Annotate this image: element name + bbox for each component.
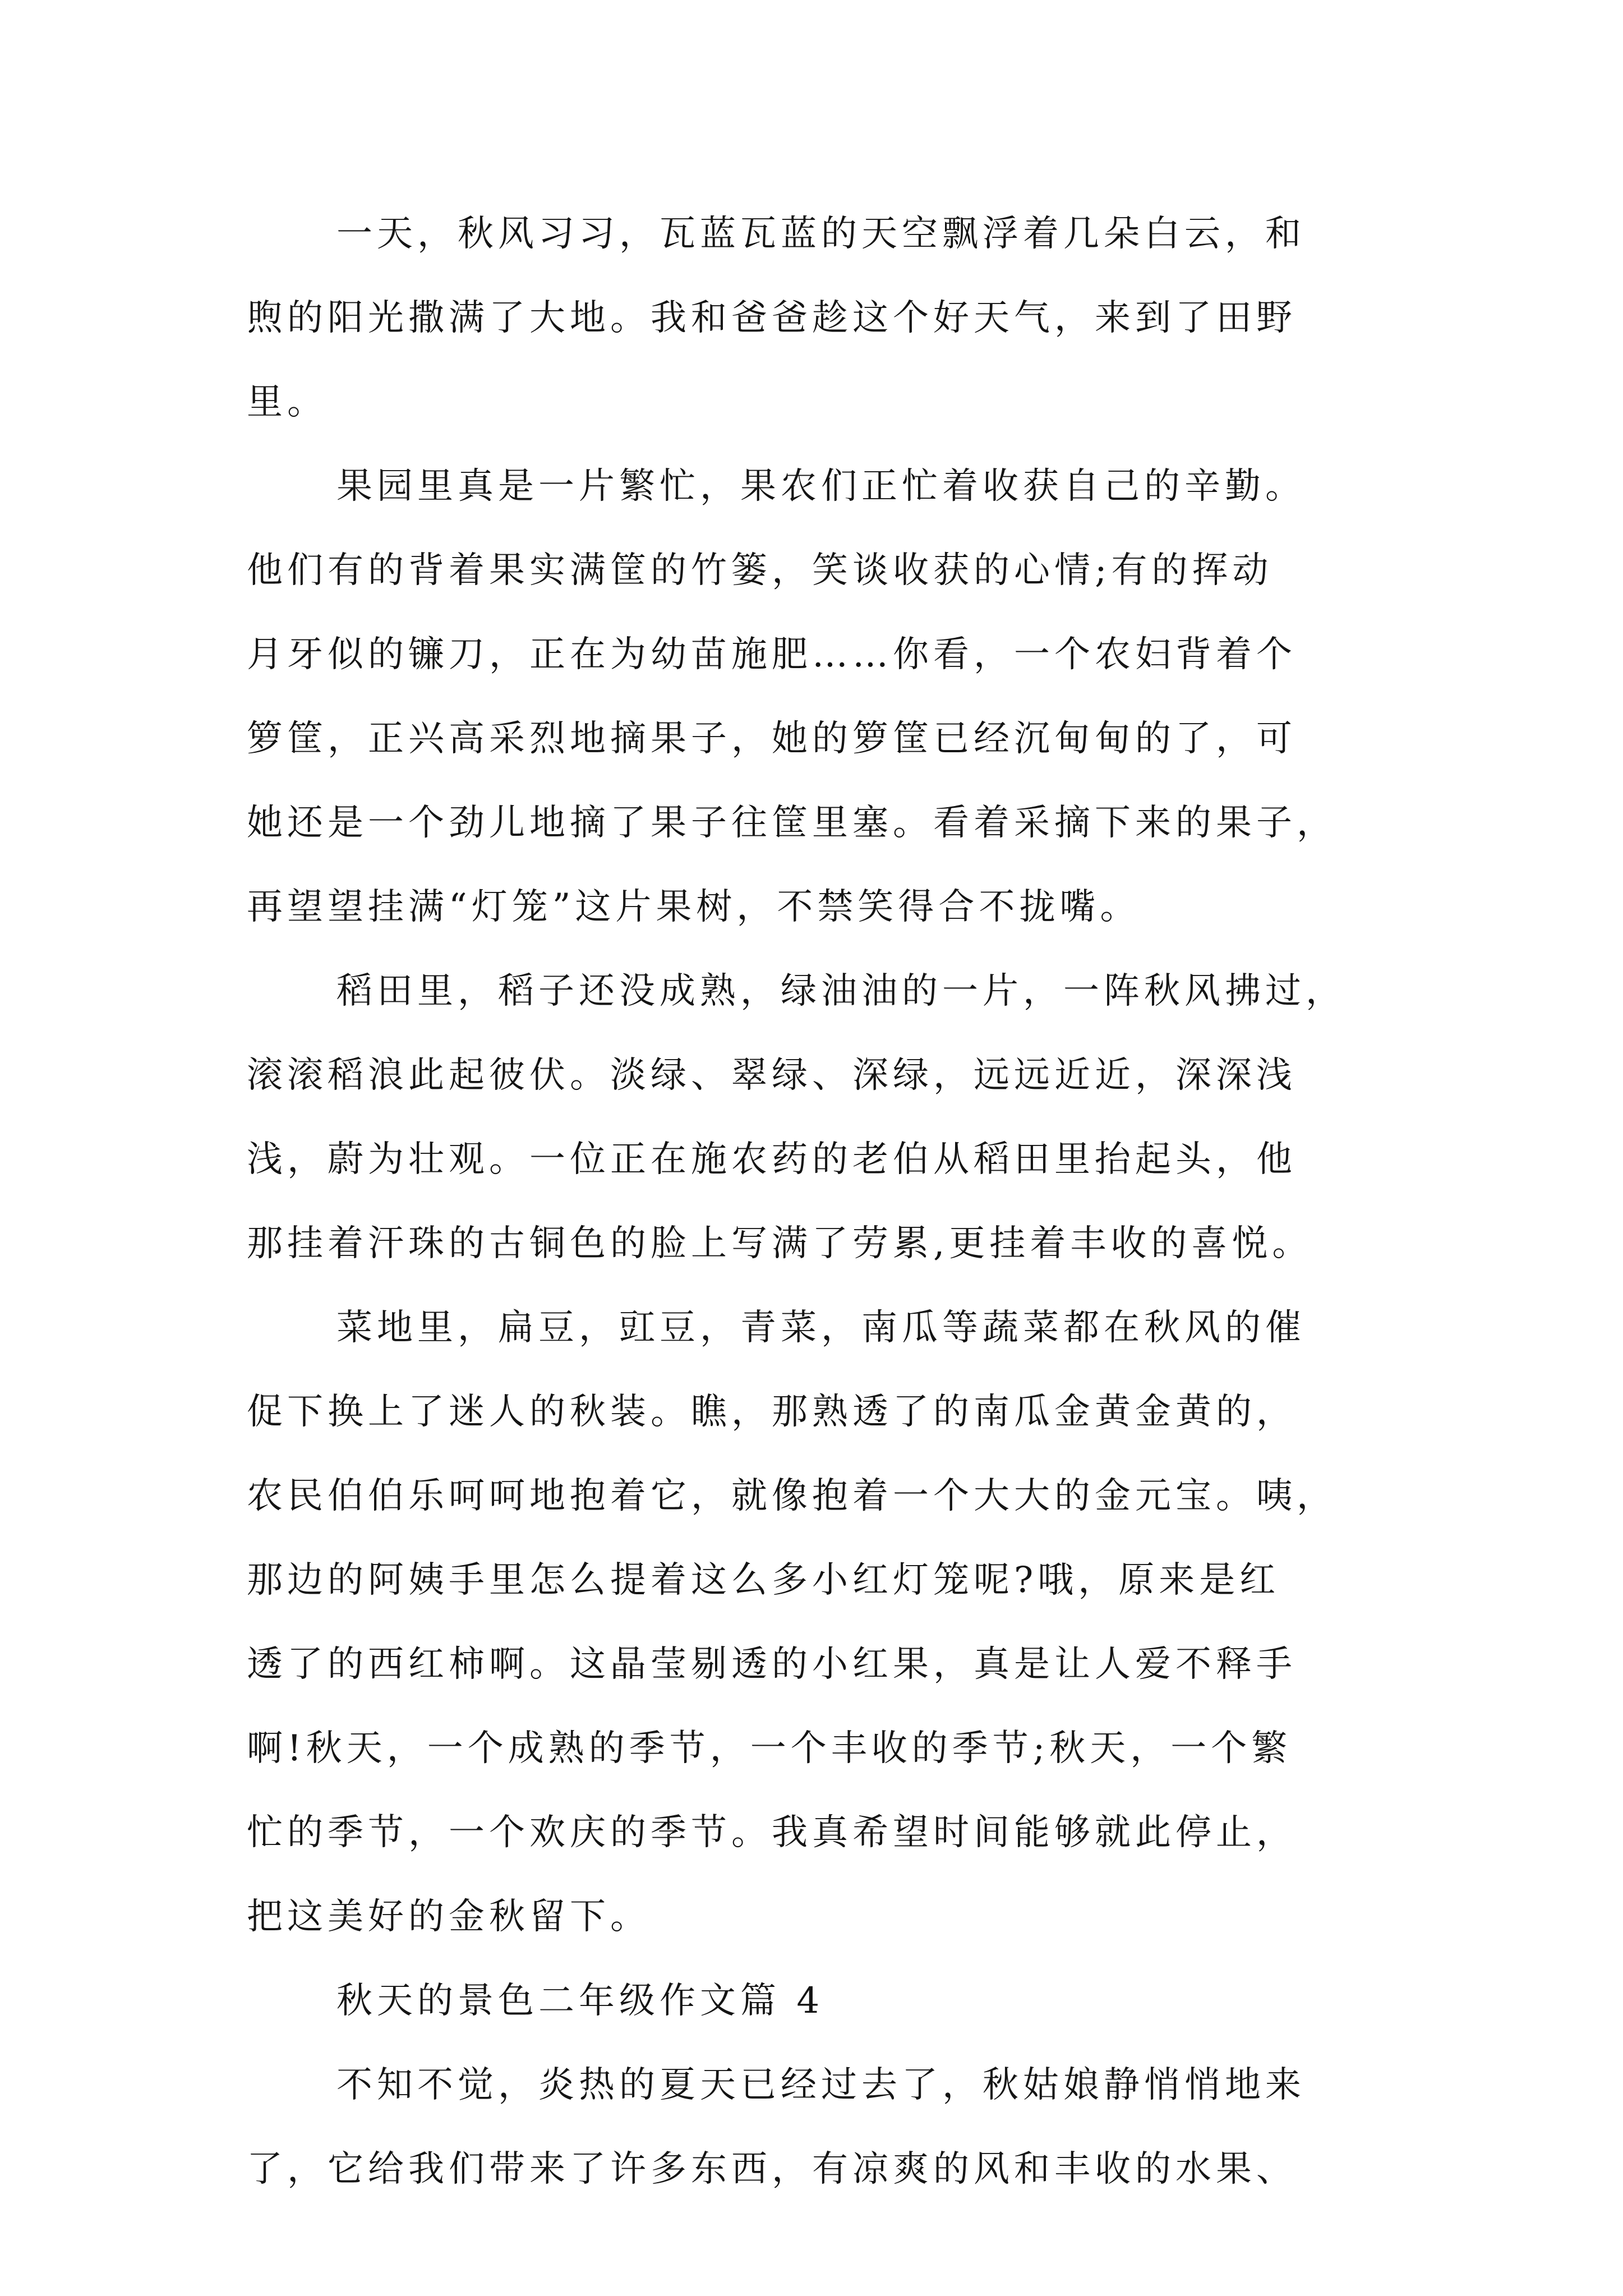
text-line: 箩筐，正兴高采烈地摘果子，她的箩筐已经沉甸甸的了，可 bbox=[247, 718, 1297, 760]
text-line: 菜地里，扁豆，豇豆，青菜，南瓜等蔬菜都在秋风的催 bbox=[336, 1307, 1306, 1349]
text-line: 透了的西红柿啊。这晶莹剔透的小红果，真是让人爱不释手 bbox=[247, 1644, 1297, 1685]
text-line: 他们有的背着果实满筐的竹篓，笑谈收获的心情;有的挥动 bbox=[247, 550, 1273, 591]
text-line: 煦的阳光撒满了大地。我和爸爸趁这个好天气，来到了田野 bbox=[247, 297, 1297, 339]
text-line: 浅，蔚为壮观。一位正在施农药的老伯从稻田里抬起头，他 bbox=[247, 1139, 1297, 1180]
text-line: 里。 bbox=[247, 381, 328, 423]
text-line: 了，它给我们带来了许多东西，有凉爽的风和丰收的水果、 bbox=[247, 2148, 1297, 2190]
text-line: 稻田里，稻子还没成熟，绿油油的一片，一阵秋风拂过， bbox=[336, 970, 1346, 1012]
text-line: 农民伯伯乐呵呵地抱着它，就像抱着一个大大的金元宝。咦， bbox=[247, 1475, 1337, 1517]
text-line: 一天，秋风习习，瓦蓝瓦蓝的天空飘浮着几朵白云，和 bbox=[336, 213, 1306, 255]
text-line: 把这美好的金秋留下。 bbox=[247, 1896, 651, 1938]
text-line: 不知不觉，炎热的夏天已经过去了，秋姑娘静悄悄地来 bbox=[336, 2064, 1306, 2106]
text-line: 忙的季节，一个欢庆的季节。我真希望时间能够就此停止， bbox=[247, 1812, 1297, 1853]
text-line: 啊!秋天，一个成熟的季节，一个丰收的季节;秋天，一个繁 bbox=[247, 1728, 1292, 1769]
section-heading: 秋天的景色二年级作文篇 4 bbox=[336, 1980, 824, 2022]
text-line: 那边的阿姨手里怎么提着这么多小红灯笼呢?哦，原来是红 bbox=[247, 1559, 1280, 1601]
text-line: 滚滚稻浪此起彼伏。淡绿、翠绿、深绿，远远近近，深深浅 bbox=[247, 1055, 1297, 1096]
text-line: 那挂着汗珠的古铜色的脸上写满了劳累,更挂着丰收的喜悦。 bbox=[247, 1223, 1313, 1264]
text-line: 促下换上了迷人的秋装。瞧，那熟透了的南瓜金黄金黄的， bbox=[247, 1391, 1297, 1433]
text-line: 果园里真是一片繁忙，果农们正忙着收获自己的辛勤。 bbox=[336, 466, 1306, 507]
text-line: 她还是一个劲儿地摘了果子往筐里塞。看着采摘下来的果子， bbox=[247, 802, 1337, 844]
text-line: 月牙似的镰刀，正在为幼苗施肥……你看，一个农妇背着个 bbox=[247, 634, 1297, 675]
text-line: 再望望挂满“灯笼”这片果树，不禁笑得合不拢嘴。 bbox=[247, 886, 1141, 928]
